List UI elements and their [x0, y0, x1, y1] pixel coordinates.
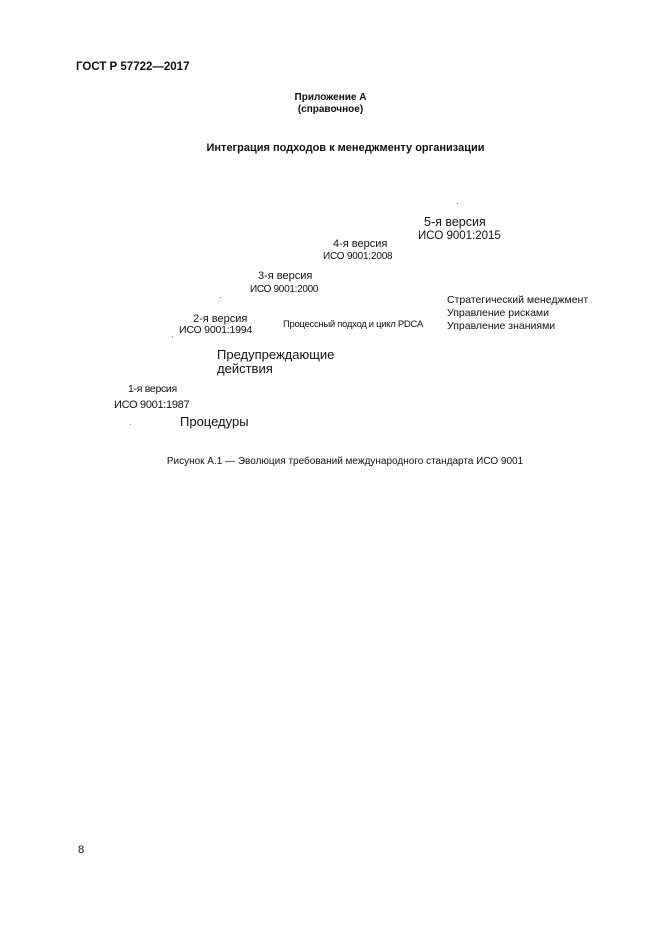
version-2-theme-line1: Предупреждающие — [217, 347, 335, 362]
scan-speck — [457, 203, 458, 204]
version-3-standard: ИСО 9001:2000 — [250, 284, 319, 295]
version-2-label: 2-я версия — [193, 313, 248, 325]
version-3-label: 3-я версия — [258, 270, 313, 282]
standard-header: ГОСТ Р 57722—2017 — [76, 61, 190, 73]
version-1-label: 1-я версия — [128, 383, 177, 395]
scan-speck — [172, 336, 173, 337]
version-1-theme: Процедуры — [180, 414, 249, 429]
version-4-label: 4-я версия — [333, 238, 388, 250]
appendix-title: Приложение А — [294, 92, 367, 103]
section-title: Интеграция подходов к менеджменту организации — [206, 142, 485, 154]
theme-knowledge-management: Управление знаниями — [447, 320, 556, 332]
appendix-subtitle: (справочное) — [297, 104, 364, 115]
scan-speck — [130, 424, 131, 425]
page-number: 8 — [78, 844, 85, 856]
scan-speck — [220, 297, 221, 298]
figure-caption: Рисунок А.1 — Эволюция требований международного стандарта ИСО 9001 — [166, 456, 524, 467]
version-5-standard: ИСО 9001:2015 — [418, 230, 501, 242]
version-4-standard: ИСО 9001:2008 — [323, 251, 393, 262]
version-3-theme: Процессный подход и цикл PDCA — [283, 319, 424, 330]
version-2-standard: ИСО 9001:1994 — [179, 324, 253, 336]
version-5-label: 5-я версия — [424, 215, 486, 229]
version-2-theme-line2: действия — [217, 361, 273, 376]
version-1-standard: ИСО 9001:1987 — [114, 399, 190, 411]
theme-risk-management: Управление рисками — [447, 307, 549, 319]
theme-strategic-management: Стратегический менеджмент — [447, 294, 589, 306]
